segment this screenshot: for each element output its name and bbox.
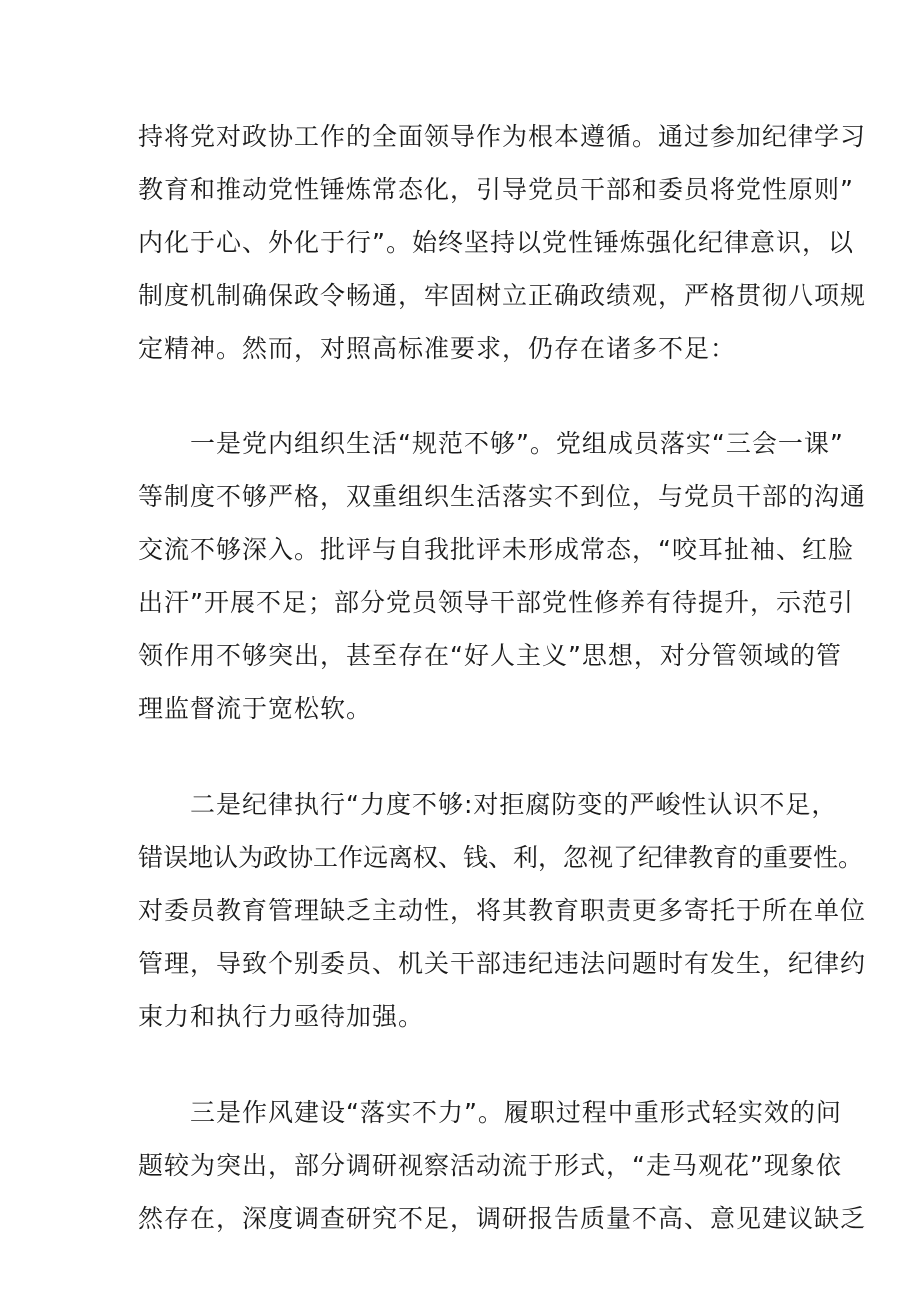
text-line: 束力和执行力亟待加强。 bbox=[138, 1002, 425, 1031]
text-line: 错误地认为政协工作远离权、钱、利，忽视了纪律教育的重要性。 bbox=[138, 843, 864, 872]
text-line: 一是党内组织生活“规范不够”。党组成员落实“三会一课” bbox=[190, 429, 844, 458]
text-line: 管理，导致个别委员、机关干部违纪违法问题时有发生，纪律约 bbox=[138, 949, 867, 978]
text-line: 出汗”开展不足；部分党员领导干部党性修养有待提升，示范引 bbox=[138, 588, 854, 617]
text-line: 领作用不够突出，甚至存在“好人主义”思想，对分管领域的管 bbox=[138, 641, 842, 670]
text-line: 定精神。然而，对照高标准要求，仍存在诸多不足： bbox=[138, 334, 737, 363]
text-line: 持将党对政协工作的全面领导作为根本遵循。通过参加纪律学习 bbox=[138, 122, 867, 151]
text-line: 制度机制确保政令畅通，牢固树立正确政绩观，严格贯彻八项规 bbox=[138, 281, 867, 310]
text-line: 题较为突出，部分调研视察活动流于形式，“走马观花”现象依 bbox=[138, 1151, 842, 1180]
text-line: 内化于心、外化于行”。始终坚持以党性锤炼强化纪律意识，以 bbox=[138, 228, 854, 257]
text-line: 二是纪律执行“力度不够:对拒腐防变的严峻性认识不足， bbox=[190, 790, 838, 819]
text-line: 三是作风建设“落实不力”。履职过程中重形式轻实效的问 bbox=[190, 1098, 842, 1127]
text-line: 等制度不够严格，双重组织生活落实不到位，与党员干部的沟通 bbox=[138, 482, 867, 511]
text-line: 然存在，深度调查研究不足，调研报告质量不高、意见建议缺乏 bbox=[138, 1204, 867, 1233]
text-line: 对委员教育管理缺乏主动性，将其教育职责更多寄托于所在单位 bbox=[138, 896, 867, 925]
text-line: 理监督流于宽松软。 bbox=[138, 694, 373, 723]
text-line: 交流不够深入。批评与自我批评未形成常态，“咬耳扯袖、红脸 bbox=[138, 535, 854, 564]
text-line: 教育和推动党性锤炼常态化，引导党员干部和委员将党性原则” bbox=[138, 175, 854, 204]
